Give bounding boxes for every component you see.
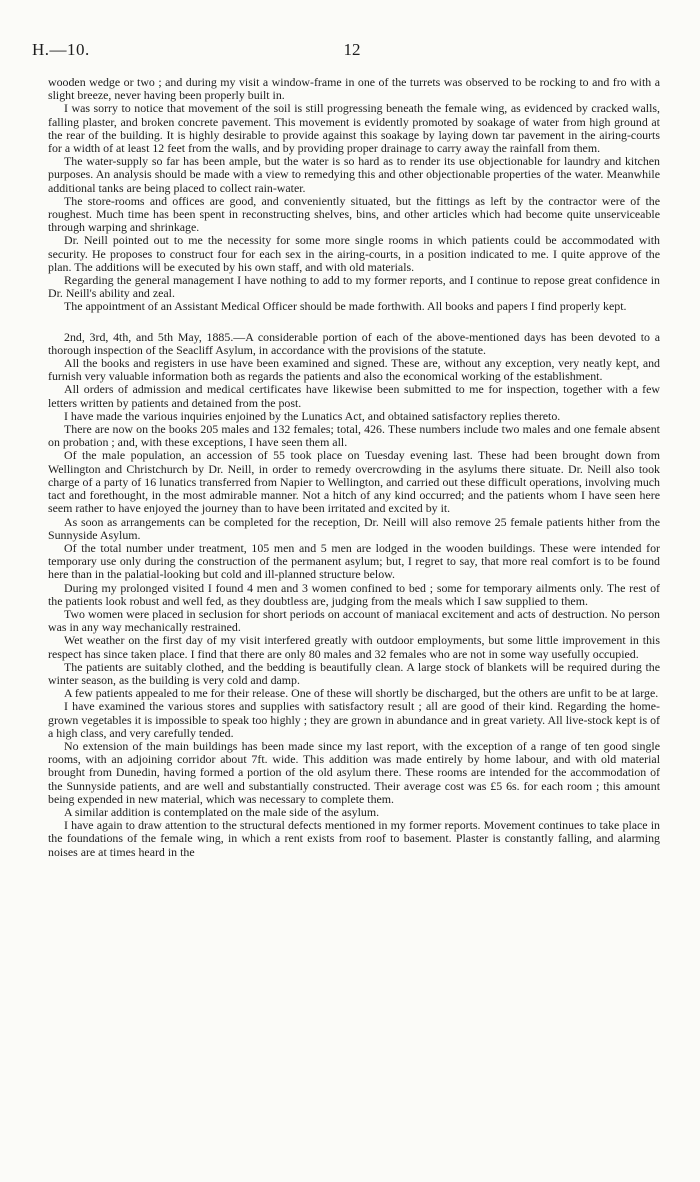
paragraph-stores-supplies: I have examined the various stores and supplies with satisfactory result ; all are good of their kind. Regarding the home-grown vegetables it is impossible to speak too highly ; they are grown in abundance and in great variety. All live-stock kept is of a high class, and very carefully tended.	[48, 699, 660, 740]
paragraph-books-registers: All the books and registers in use have been examined and signed. These are, without any exception, very neatly kept, and furnish very valuable information both as regards the patients and also the economical working of the establishment.	[48, 356, 660, 384]
paragraph-similar-addition: A similar addition is contemplated on the male side of the asylum.	[64, 804, 380, 819]
paragraph-structural-defects: I have again to draw attention to the structural defects mentioned in my former reports. Movement continues to take place in the foundations of the female wing, in which a rent exists from roof to basement. Plaster is constantly falling, and alarming noises are at times heard in the	[48, 818, 660, 859]
paragraph-soil-movement: I was sorry to notice that movement of the soil is still progressing beneath the female wing, as evidenced by cracked walls, falling plaster, and broken concrete pavement. This movement is evidently promoted by soakage of water from high ground at the rear of the building. It is highly desirable to provide against this soakage by laying down tar pavement in the airing-courts for a width of at least 12 feet from the walls, and by providing proper drainage to carry away the rainfall from them.	[48, 101, 660, 156]
paragraph-seclusion: Two women were placed in seclusion for short periods on account of maniacal excitement and acts of destruction. No person was in any way mechanically restrained.	[48, 606, 660, 635]
page-header	[32, 40, 672, 66]
paragraph-extension: No extension of the main buildings has been made since my last report, with the exception of a range of ten good single rooms, with an adjoining corridor about 7ft. wide. This addition was made entirely by home labour, and with old material brought from Dunedin, having formed a portion of the old asylum there. These rooms are intended for the accommodation of the Sunnyside patients, and are well and substantially constructed. Their average cost was £5 6s. for each room ; this amount being expended in new material, which was necessary to complete them.	[48, 738, 660, 806]
paragraph-female-transfer: As soon as arrangements can be completed for the reception, Dr. Neill will also remove 25 female patients hither from the Sunnyside Asylum.	[48, 514, 660, 542]
paragraph-continued: wooden wedge or two ; and during my visit a window-frame in one of the turrets was observed to be rocking to and fro with a slight breeze, never having been properly built in.	[48, 75, 660, 103]
paragraph-employment: Wet weather on the first day of my visit interfered greatly with outdoor employments, but some little improvement in this respect has since taken place. I find that there are only 80 males and 32 females who are not in some way usefully occupied.	[48, 633, 660, 661]
paragraph-orders-admission: All orders of admission and medical certificates have likewise been submitted to me for inspection, together with a few letters written by patients and detained from the post.	[48, 382, 660, 410]
report-body	[48, 76, 660, 859]
paragraph-general-management: Regarding the general management I have nothing to add to my former reports, and I continue to repose great confidence in Dr. Neill's ability and zeal.	[48, 273, 660, 301]
paragraph-wooden-buildings: Of the total number under treatment, 105 men and 5 men are lodged in the wooden buildings. These were intended for temporary use only during the construction of the permanent asylum; but, I regret to say, that more real comfort is to be found here than in the palatial-looking but cold and ill-planned structure below.	[48, 540, 660, 582]
page-number: 12	[343, 40, 361, 59]
paragraph-release-appeals: A few patients appealed to me for their release. One of these will shortly be discharged, but the others are unfit to be at large.	[64, 686, 659, 701]
paragraph-inquiries: I have made the various inquiries enjoined by the Lunatics Act, and obtained satisfactory replies thereto.	[64, 408, 561, 423]
paragraph-confined-to-bed: During my prolonged visited I found 4 men and 3 women confined to bed ; some for temporary ailments only. The rest of the patients look robust and well fed, as they doubtless are, judging from the meals which I saw supplied to them.	[48, 580, 660, 608]
paragraph-water-supply: The water-supply so far has been ample, but the water is so hard as to render its use objectionable for laundry and kitchen purposes. An analysis should be made with a view to remedying this and other objectionable properties of the water. Meanwhile additional tanks are being placed to collect rain-water.	[48, 154, 660, 195]
paragraph-store-rooms: The store-rooms and offices are good, and conveniently situated, but the fittings as left by the contractor were of the roughest. Much time has been spent in reconstructing shelves, bins, and other articles which had become quite unserviceable through warping and shrinkage.	[48, 193, 660, 235]
paragraph-assistant-medical-officer: The appointment of an Assistant Medical Officer should be made forthwith. All books and papers I find properly kept.	[64, 299, 627, 314]
paragraph-single-rooms: Dr. Neill pointed out to me the necessity for some more single rooms in which patients could be accommodated with security. He proposes to construct four for each sex in the airing-courts, in a position indicated to me. I quite approve of the plan. The additions will be executed by his own staff, and with old materials.	[48, 233, 660, 274]
paragraph-patient-numbers: There are now on the books 205 males and 132 females; total, 426. These numbers include two males and one female absent on probation ; and, with these exceptions, I have seen them all.	[48, 422, 660, 450]
paragraph-male-accession: Of the male population, an accession of 55 took place on Tuesday evening last. These had been brought down from Wellington and Christchurch by Dr. Neill, in order to remedy overcrowding in the asylums there situate. Dr. Neill also took charge of a party of 16 lunatics transferred from Napier to Wellington, and carried out these difficult operations, involving much tact and forethought, in the most admirable manner. Not a hitch of any kind occurred; and the patients whom I have seen here seem rather to have enjoyed the journey than to have been irritated and excited by it.	[48, 448, 660, 516]
paragraph-dated-inspection: 2nd, 3rd, 4th, and 5th May, 1885.—A considerable portion of each of the above-mentioned days has been devoted to a thorough inspection of the Seacliff Asylum, in accordance with the provisions of the statute.	[48, 329, 660, 357]
paragraph-clothing-bedding: The patients are suitably clothed, and the bedding is beautifully clean. A large stock of blankets will be required during the winter season, as the building is very cold and damp.	[48, 659, 660, 687]
document-id: H.—10.	[32, 40, 90, 59]
